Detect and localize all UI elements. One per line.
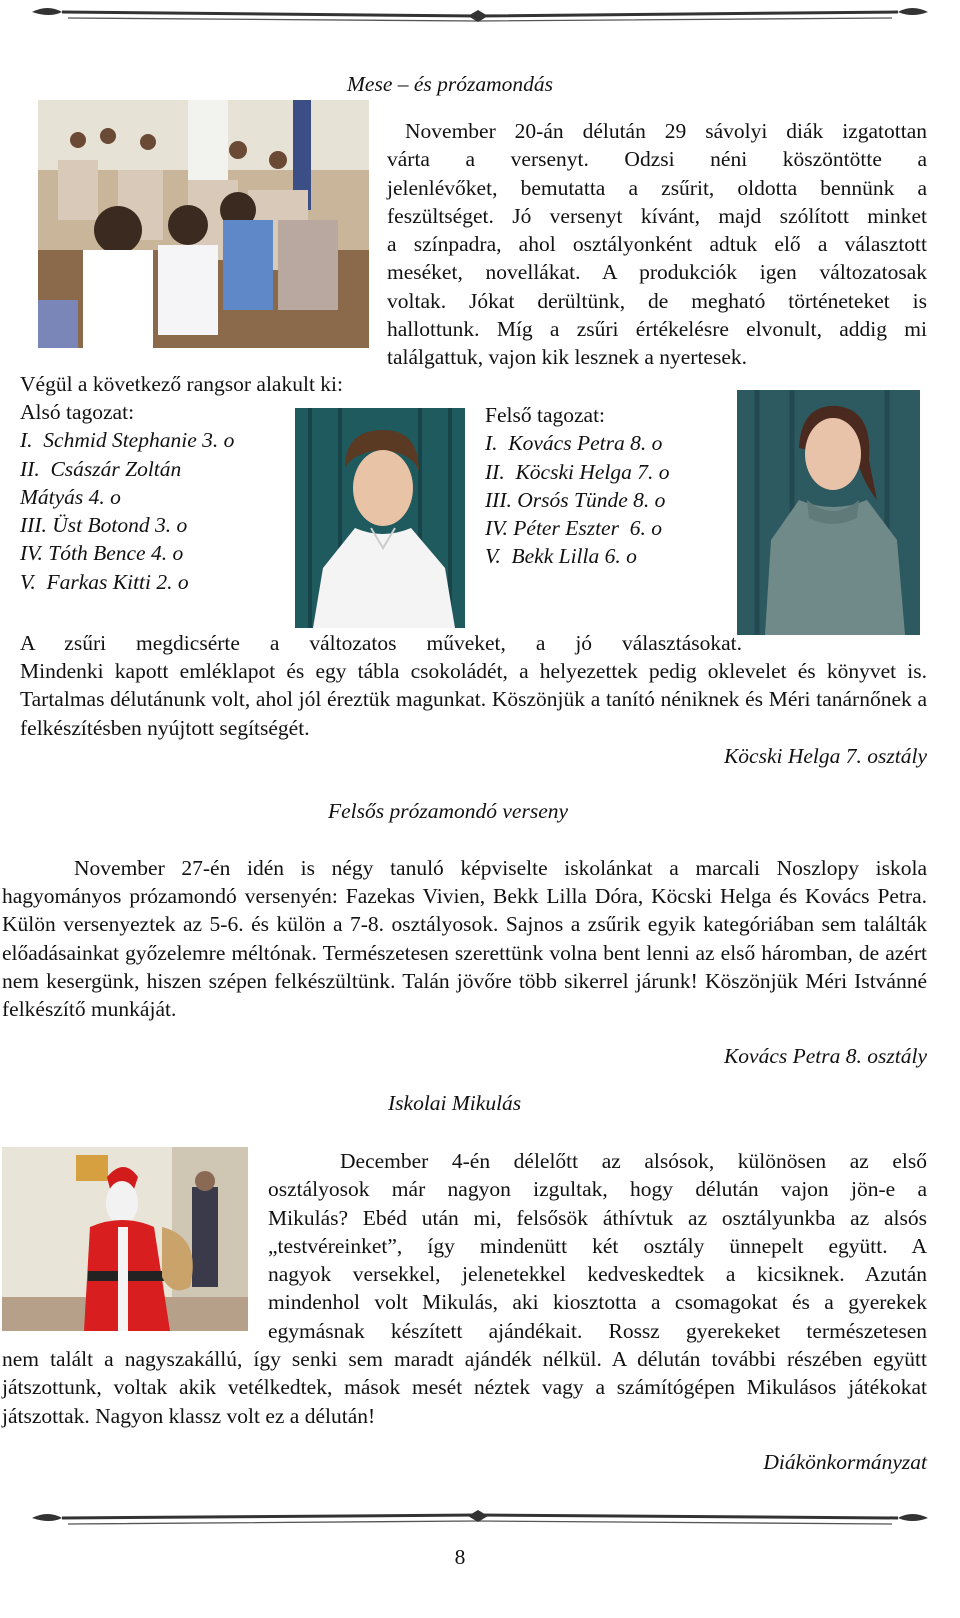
mikulas-line: egymásnak készített ajándékait. Rossz gyerekeket természetesen	[268, 1318, 927, 1343]
section-title-felsos: Felsős prózamondó verseny	[328, 799, 569, 823]
intro-line: feszültséget. Jó versenyt kívánt, majd szólított minket	[387, 203, 927, 228]
lower-item: V. Farkas Kitti 2. o	[20, 569, 189, 594]
intro-line: voltak. Jókat derültünk, de megható történeteket is	[387, 288, 927, 313]
upper-item: II. Köcski Helga 7. o	[485, 459, 670, 484]
lower-item: I. Schmid Stephanie 3. o	[20, 428, 235, 453]
santa-photo	[2, 1147, 248, 1331]
mikulas-line: „testvéreinket”, így mindenütt két osztály ünnepelt együtt. A	[268, 1233, 927, 1258]
intro-line: várta a versenyt. Odzsi néni köszöntötte a	[387, 147, 927, 172]
lower-ranking	[20, 398, 300, 596]
intro-line: hallottunk. Míg a zsűri értékelésre elvonult, addig mi	[387, 317, 927, 342]
felsos-paragraph: hagyományos prózamondó versenyén: Fazekas Vivien, Bekk Lilla Dóra, Köcski Helga és Kovács Petra. Külön versenyeztek az 5-6. és külön a 7-8. osztályosok. Sajnos a zsűrik egyik kategóriában sem találták előadásainkat győzelemre méltónak. Természetesen szerettünk volna bent lenni az első háromban, de azért nem kesergünk, hiszen szépen felkészültünk. Talán jövőre több sikerrel járunk! Köszönjük Méri Istvánné felkészítő munkáját.	[2, 884, 927, 1022]
mikulas-paragraph: nem talált a nagyszakállú, így senki sem maradt ajándék nélkül. A délután további részében együtt játszottunk, voltak akik vetélkedtek, mások mesét néztek vagy a számítógépen Mikulásos játékokat játszottak. Nagyon klassz volt ez a délután!	[2, 1347, 927, 1428]
intro-line: a színpadra, ahol osztályonként adtuk elő a választott	[387, 232, 927, 257]
upper-ranking	[485, 401, 745, 571]
section-title-mese: Mese – és prózamondás	[347, 72, 554, 96]
mikulas-line: nagyok versekkel, jelenetekkel kedveskedtek a kicsiknek. Azután	[268, 1262, 927, 1287]
author-felsos: Kovács Petra 8. osztály	[723, 1044, 927, 1068]
lower-item: Mátyás 4. o	[20, 484, 121, 509]
boy-reciting-photo	[295, 408, 465, 628]
top-ornament	[28, 2, 932, 28]
lower-item: III. Üst Botond 3. o	[20, 513, 188, 538]
girl-reciting-photo	[737, 390, 920, 635]
intro-line: jelenlévőket, bemutatta a zsűrit, oldotta bennünk a	[387, 175, 927, 200]
audience-photo	[38, 100, 369, 348]
author-mese: Köcski Helga 7. osztály	[723, 744, 927, 768]
intro-line: November 20-án délután 29 sávolyi diák izgatottan	[405, 119, 927, 143]
felsos-first-line: November 27-én idén is négy tanuló képviselte iskolánkat a marcali Noszlopy iskola	[74, 856, 927, 880]
bottom-ornament	[28, 1506, 932, 1532]
upper-item: III. Orsós Tünde 8. o	[485, 487, 666, 512]
closing-paragraph: Mindenki kapott emléklapot és egy tábla csokoládét, a helyezettek pedig oklevelet és könyvet is. Tartalmas délutánunk volt, ahol jól éreztük magunkat. Köszönjük a tanító néniknek és Méri tanárnőnek a felkészítésben nyújtott segítségét.	[20, 659, 927, 740]
page-number: 8	[454, 1545, 466, 1569]
ranking-intro: Végül a következő rangsor alakult ki:	[20, 372, 343, 396]
upper-item: V. Bekk Lilla 6. o	[485, 544, 637, 569]
mikulas-side-text	[268, 1147, 927, 1345]
mikulas-line: osztályosok már nagyon izgultak, hogy délután vajon jön-e a	[268, 1177, 927, 1202]
author-mikulas: Diákönkormányzat	[763, 1450, 927, 1474]
lower-item: IV. Tóth Bence 4. o	[20, 541, 184, 566]
upper-label: Felső tagozat:	[485, 403, 606, 427]
lower-label: Alsó tagozat:	[20, 400, 135, 424]
closing-line1: A zsűri megdicsérte a változatos műveket, a jó választásokat.	[20, 631, 742, 655]
lower-item: II. Császár Zoltán	[20, 456, 182, 481]
section-title-mikulas: Iskolai Mikulás	[388, 1091, 522, 1115]
mikulas-line: mindenhol volt Mikulás, aki kiosztotta a csomagokat és a gyerekek	[268, 1290, 927, 1315]
intro-line: meséket, novellákat. A produkciók igen változatosak	[387, 260, 927, 285]
mikulas-line: December 4-én délelőtt az alsósok, különösen az első	[340, 1149, 927, 1173]
intro-line: találgattuk, vajon kik lesznek a nyertesek.	[387, 345, 747, 370]
upper-item: I. Kovács Petra 8. o	[485, 431, 663, 456]
upper-item: IV. Péter Eszter 6. o	[485, 516, 662, 541]
mikulas-line: Mikulás? Ebéd után mi, felsősök áthívtuk az osztályunkba az alsós	[268, 1205, 927, 1230]
intro-paragraph	[387, 117, 927, 372]
